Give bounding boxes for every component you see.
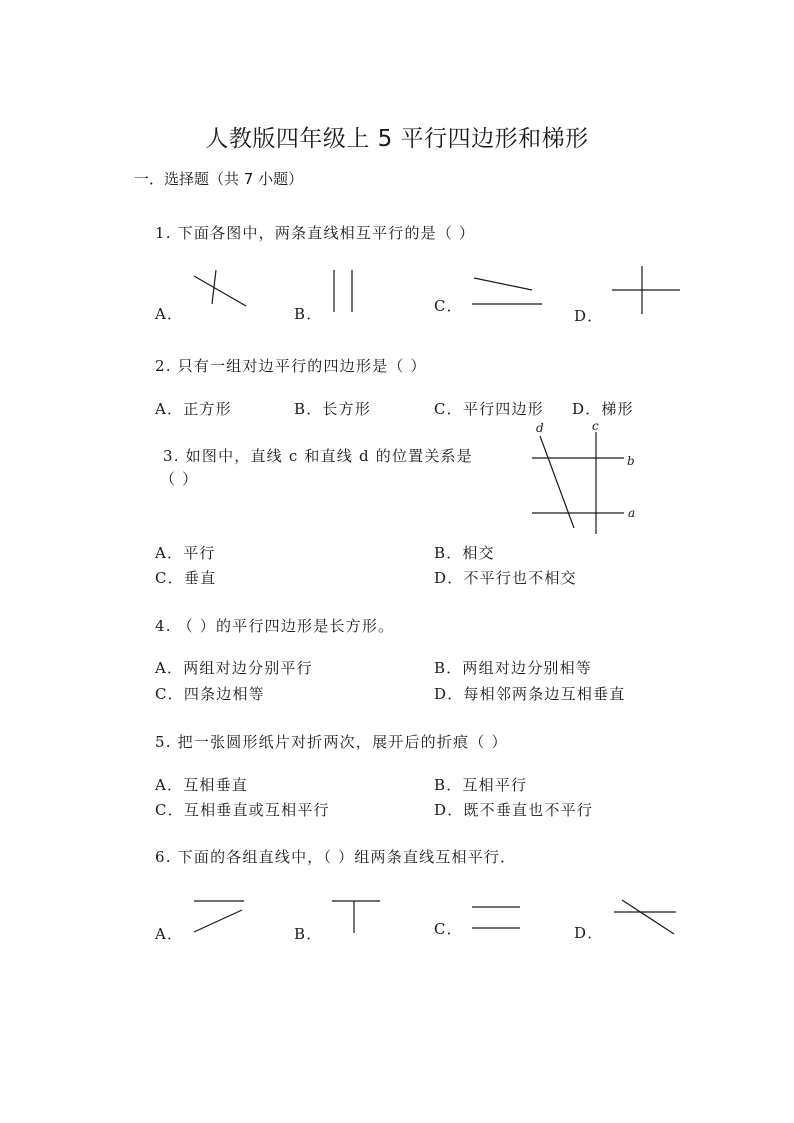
q3-line-d bbox=[540, 436, 574, 528]
q2-option-a: A．正方形 bbox=[155, 400, 232, 418]
question-4-stem: 4. （ ）的平行四边形是长方形。 bbox=[155, 617, 395, 635]
question-6-stem: 6. 下面的各组直线中，（ ）组两条直线互相平行． bbox=[155, 848, 517, 866]
q6-figure-a bbox=[190, 896, 248, 936]
question-3-stem-cont: （ ） bbox=[160, 470, 199, 488]
q3-option-d: D．不平行也不相交 bbox=[434, 569, 577, 587]
q1-option-a: A． bbox=[155, 305, 184, 323]
q1-figure-a bbox=[190, 268, 250, 310]
q1-option-b: B． bbox=[294, 305, 323, 323]
q1-figure-b bbox=[328, 268, 358, 314]
q6-figure-d bbox=[612, 898, 678, 938]
q1-figure-d bbox=[610, 264, 682, 316]
q3-figure bbox=[526, 418, 646, 538]
q1-c-line-1 bbox=[474, 278, 532, 290]
q6-figure-c bbox=[470, 902, 524, 932]
q6-option-b: B． bbox=[294, 925, 323, 943]
q4-option-a: A．两组对边分别平行 bbox=[155, 659, 313, 677]
q1-option-d: D． bbox=[574, 307, 604, 325]
q1-option-c: C． bbox=[434, 297, 463, 315]
q5-option-b: B．互相平行 bbox=[434, 776, 528, 794]
q5-option-a: A．互相垂直 bbox=[155, 776, 249, 794]
q3-label-d: d bbox=[536, 421, 544, 435]
page-title: 人教版四年级上 5 平行四边形和梯形 bbox=[205, 126, 589, 152]
q6-figure-b bbox=[330, 897, 384, 937]
q3-option-b: B．相交 bbox=[434, 544, 495, 562]
question-2-stem: 2. 只有一组对边平行的四边形是（ ） bbox=[155, 357, 427, 375]
q5-option-d: D．既不垂直也不平行 bbox=[434, 801, 594, 819]
q3-option-a: A．平行 bbox=[155, 544, 216, 562]
q3-label-b: b bbox=[627, 454, 635, 468]
q2-option-c: C．平行四边形 bbox=[434, 400, 544, 418]
q2-option-d: D．梯形 bbox=[572, 400, 634, 418]
q2-option-b: B．长方形 bbox=[294, 400, 372, 418]
q4-option-b: B．两组对边分别相等 bbox=[434, 659, 593, 677]
q6-a-line-2 bbox=[194, 910, 242, 932]
q6-option-a: A． bbox=[155, 925, 184, 943]
question-1-stem: 1. 下面各图中，两条直线相互平行的是（ ） bbox=[155, 224, 476, 242]
q3-option-c: C．垂直 bbox=[155, 569, 217, 587]
section-heading: 一．选择题（共 7 小题） bbox=[134, 170, 304, 188]
q6-d-line-2 bbox=[622, 900, 674, 934]
q1-a-line-1 bbox=[194, 276, 246, 306]
q6-option-c: C． bbox=[434, 920, 463, 938]
q1-figure-c bbox=[470, 274, 546, 308]
q5-option-c: C．互相垂直或互相平行 bbox=[155, 801, 330, 819]
question-3-stem: 3. 如图中，直线 c 和直线 d 的位置关系是 bbox=[163, 447, 473, 465]
q3-label-c: c bbox=[592, 419, 599, 433]
q6-option-d: D． bbox=[574, 924, 604, 942]
q3-label-a: a bbox=[628, 506, 636, 520]
q4-option-d: D．每相邻两条边互相垂直 bbox=[434, 685, 626, 703]
q4-option-c: C．四条边相等 bbox=[155, 685, 265, 703]
question-5-stem: 5. 把一张圆形纸片对折两次，展开后的折痕（ ） bbox=[155, 733, 508, 751]
